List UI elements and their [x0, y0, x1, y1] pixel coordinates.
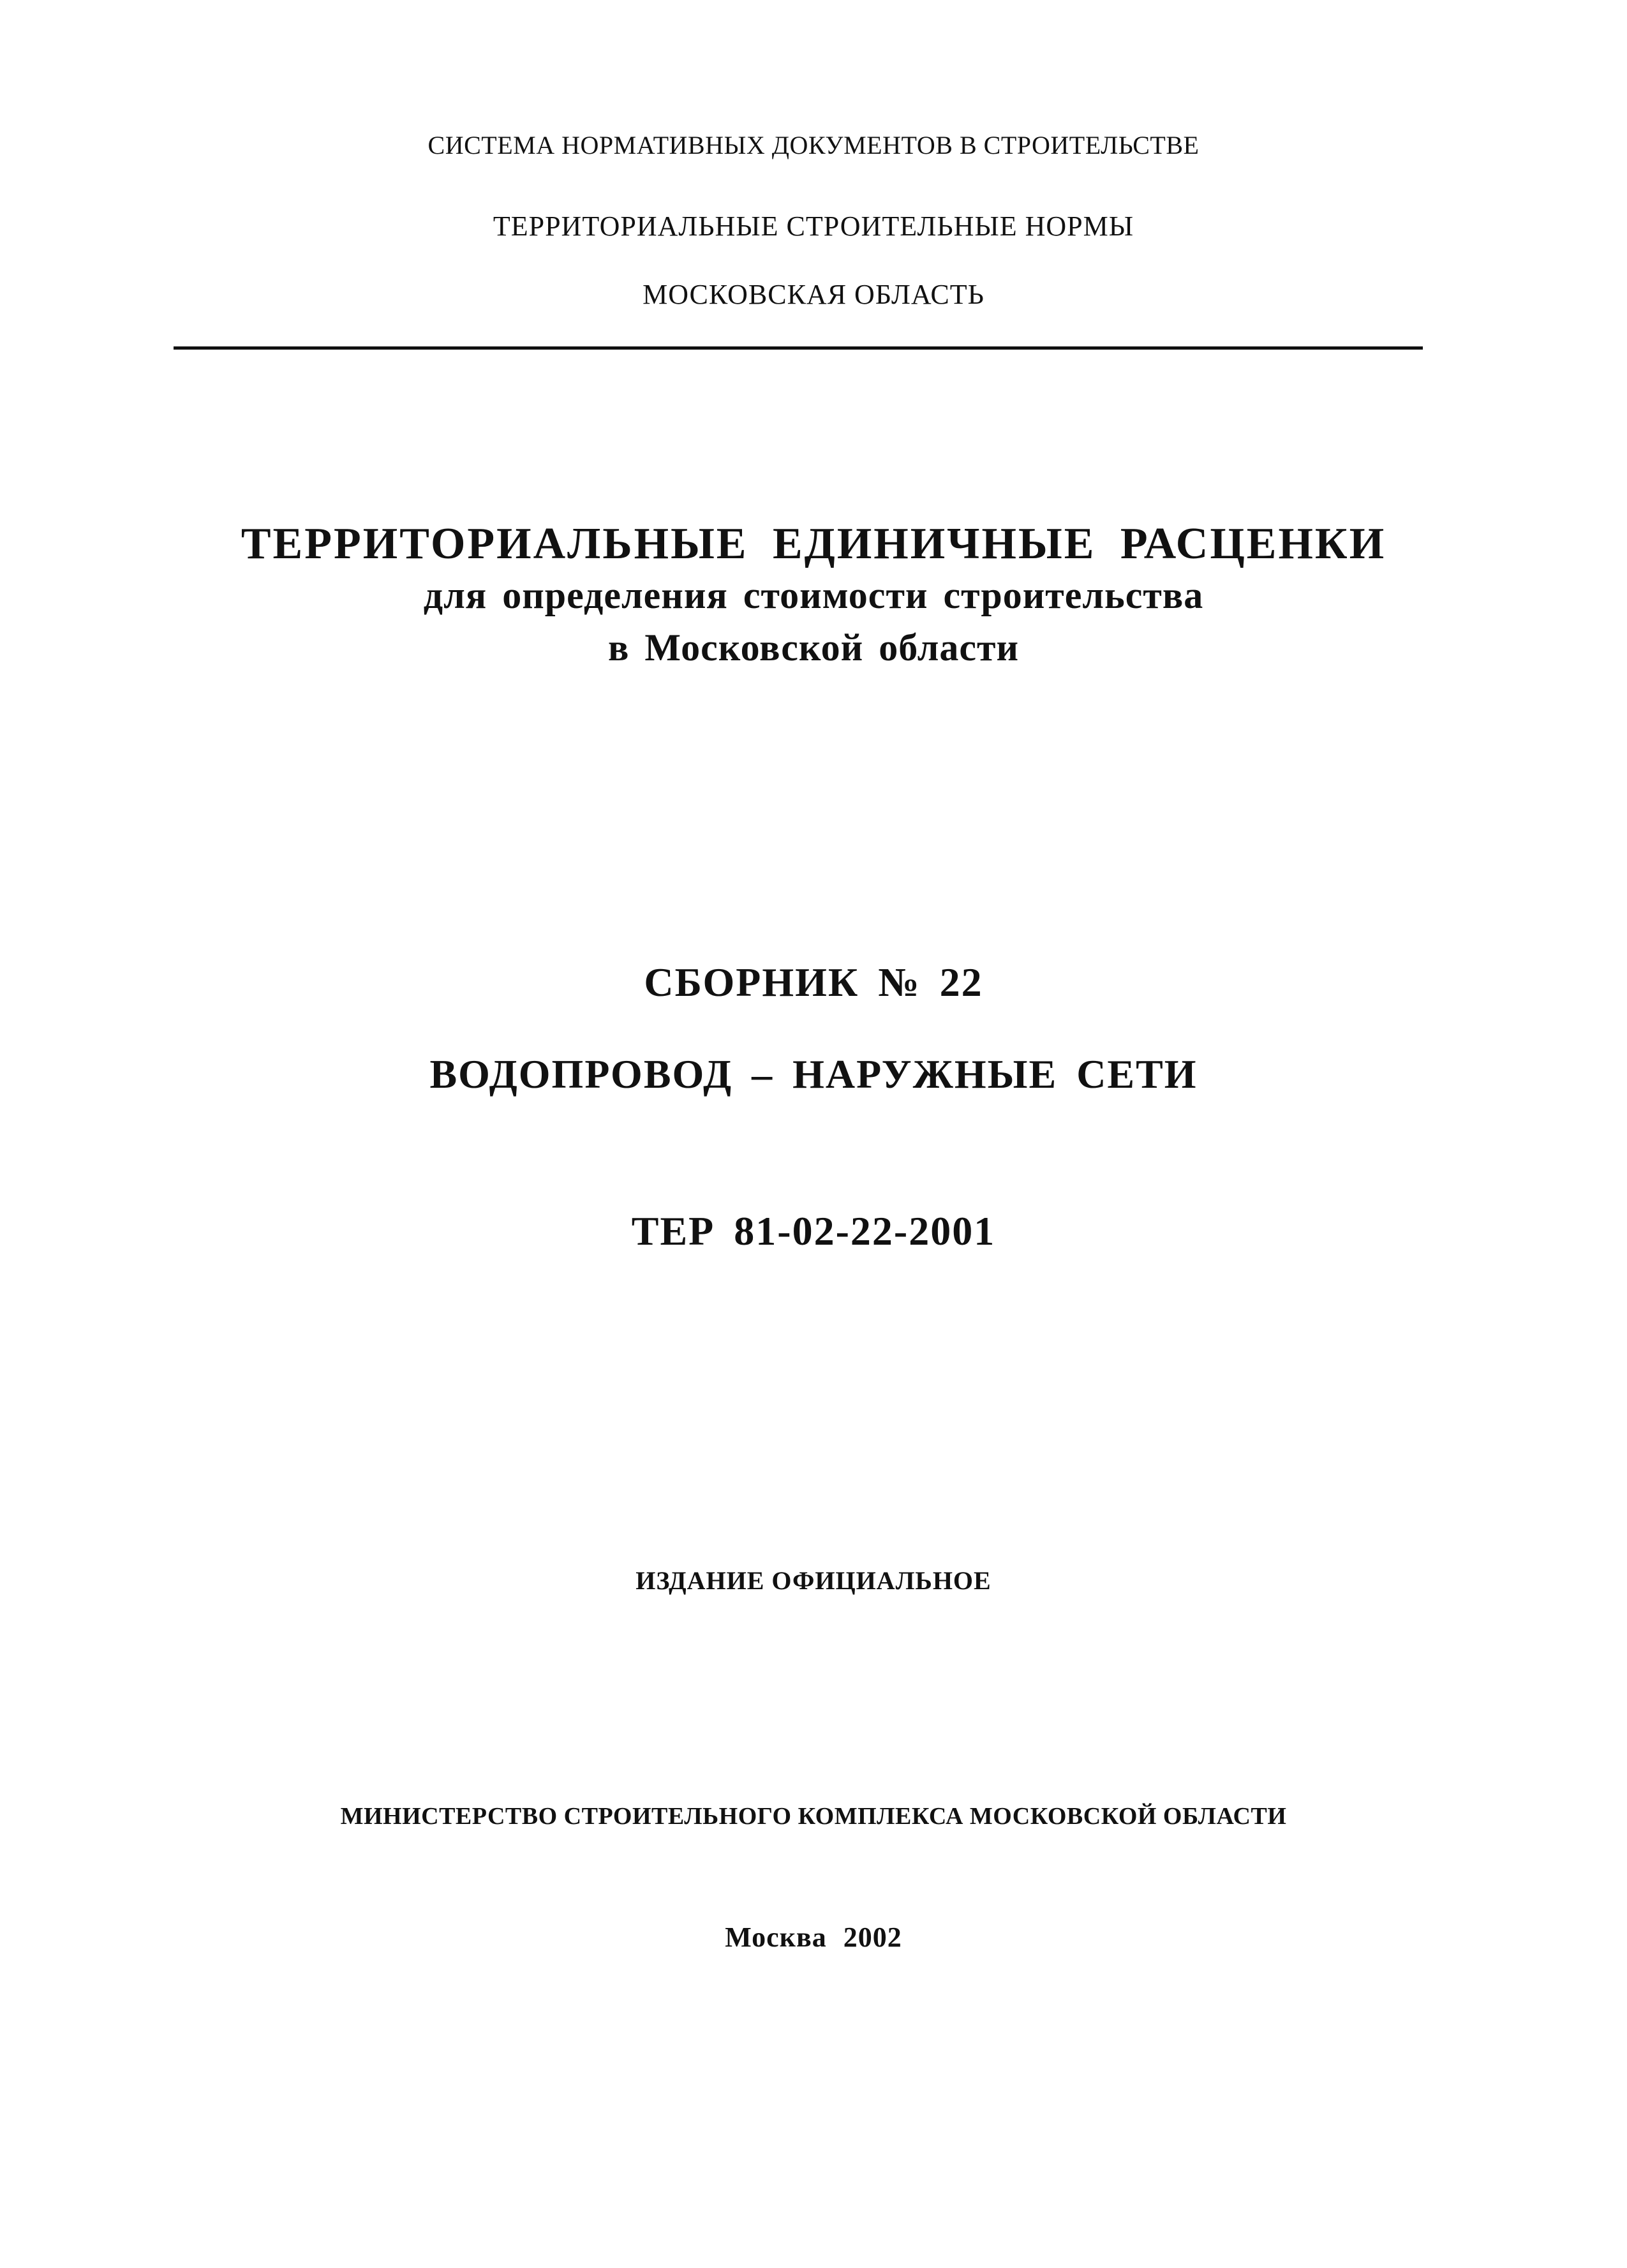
header-norms: ТЕРРИТОРИАЛЬНЫЕ СТРОИТЕЛЬНЫЕ НОРМЫ: [493, 211, 1134, 242]
header-system: СИСТЕМА НОРМАТИВНЫХ ДОКУМЕНТОВ В СТРОИТЕЛЬСТВЕ: [427, 131, 1200, 159]
imprint: Москва 2002: [725, 1922, 902, 1953]
publisher: МИНИСТЕРСТВО СТРОИТЕЛЬНОГО КОМПЛЕКСА МОСКОВСКОЙ ОБЛАСТИ: [340, 1803, 1287, 1830]
collection-number: СБОРНИК № 22: [644, 960, 983, 1005]
header-region: МОСКОВСКАЯ ОБЛАСТЬ: [643, 279, 984, 310]
title-main: ТЕРРИТОРИАЛЬНЫЕ ЕДИНИЧНЫЕ РАСЦЕНКИ: [241, 519, 1386, 568]
title-line-2: для определения стоимости строительства: [423, 574, 1204, 616]
header-divider: [174, 346, 1423, 350]
collection-name: ВОДОПРОВОД – НАРУЖНЫЕ СЕТИ: [429, 1051, 1198, 1097]
document-code: ТЕР 81-02-22-2001: [631, 1208, 996, 1254]
title-line-3: в Московской области: [607, 626, 1020, 669]
edition-label: ИЗДАНИЕ ОФИЦИАЛЬНОЕ: [635, 1566, 992, 1595]
